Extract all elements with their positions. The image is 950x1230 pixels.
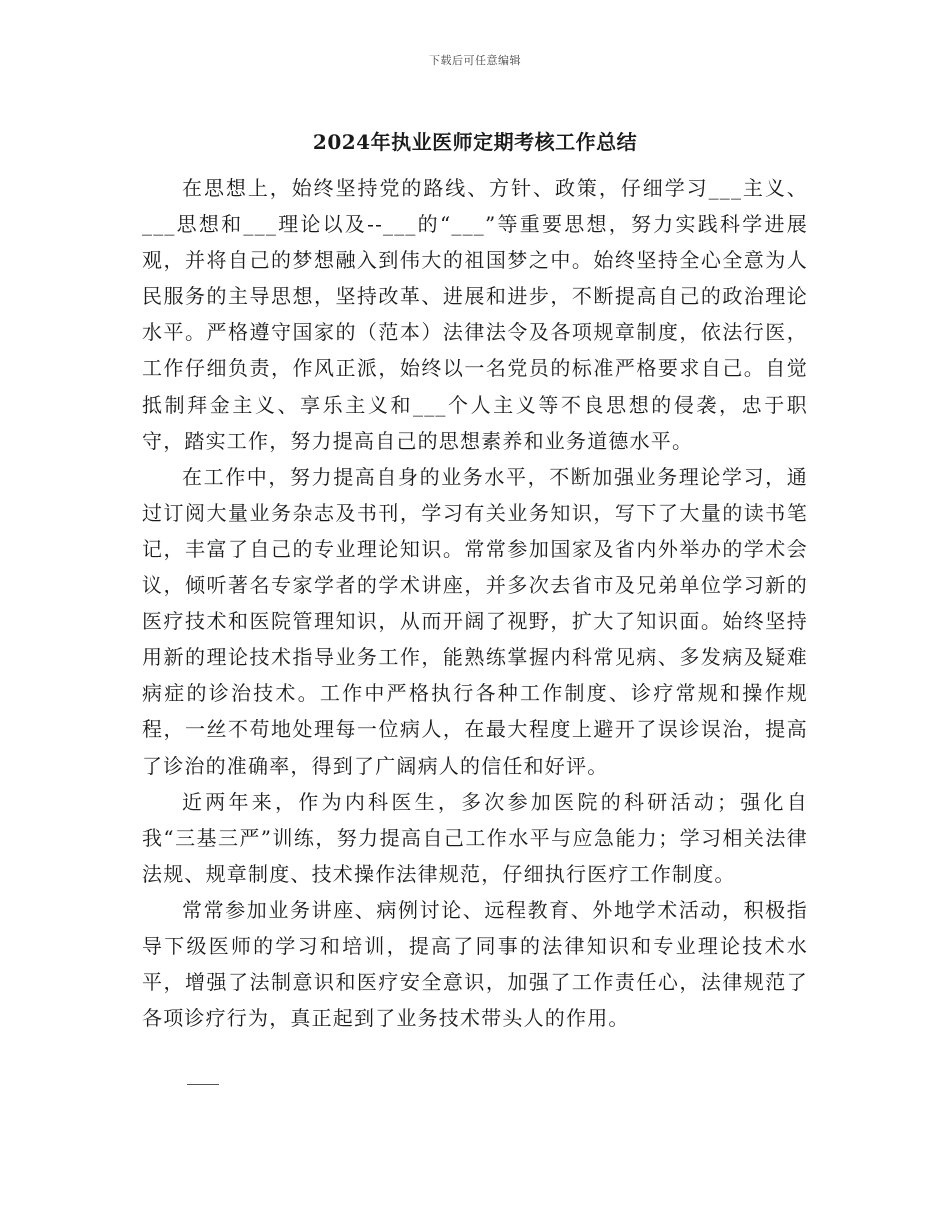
paragraph-4: 常常参加业务讲座、病例讨论、远程教育、外地学术活动，积极指导下级医师的学习和培训，提高了同事的法律知识和专业理论技术水平，增强了法制意识和医疗安全意识，加强了工作责任心，法律规范了各项诊疗行为，真正起到了业务技术带头人的作用。 [142,897,808,1031]
footer-rule [187,1084,219,1085]
document-title: 2024年执业医师定期考核工作总结 [312,130,638,154]
paragraph-2: 在工作中，努力提高自身的业务水平，不断加强业务理论学习，通过订阅大量业务杂志及书刊，学习有关业务知识，写下了大量的读书笔记，丰富了自己的专业理论知识。常常参加国家及省内外举办的学术会议，倾听著名专家学者的学术讲座，并多次去省市及兄弟单位学习新的医疗技术和医院管理知识，从而开阔了视野，扩大了知识面。始终坚持用新的理论技术指导业务工作，能熟练掌握内科常见病、多发病及疑难病症的诊治技术。工作中严格执行各种工作制度、诊疗常规和操作规程，一丝不苟地处理每一位病人，在最大程度上避开了误诊误治，提高了诊治的准确率，得到了广阔病人的信任和好评。 [142,464,808,778]
paragraph-3: 近两年来，作为内科医生，多次参加医院的科研活动；强化自我“三基三严”训练，努力提高自己工作水平与应急能力；学习相关法律法规、规章制度、技术操作法律规范，仔细执行医疗工作制度。 [142,789,808,886]
header-note: 下载后可任意编辑 [429,54,521,67]
paragraph-1: 在思想上，始终坚持党的路线、方针、政策，仔细学习___主义、___思想和___理论以及--___的“___”等重要思想，努力实践科学进展观，并将自己的梦想融入到伟大的祖国梦之中。始终坚持全心全意为人民服务的主导思想，坚持改革、进展和进步，不断提高自己的政治理论水平。严格遵守国家的（范本）法律法令及各项规章制度，依法行医，工作仔细负责，作风正派，始终以一名党员的标准严格要求自己。自觉抵制拜金主义、享乐主义和___个人主义等不良思想的侵袭，忠于职守，踏实工作，努力提高自己的思想素养和业务道德水平。 [142,176,808,453]
document-body [142,170,808,1036]
